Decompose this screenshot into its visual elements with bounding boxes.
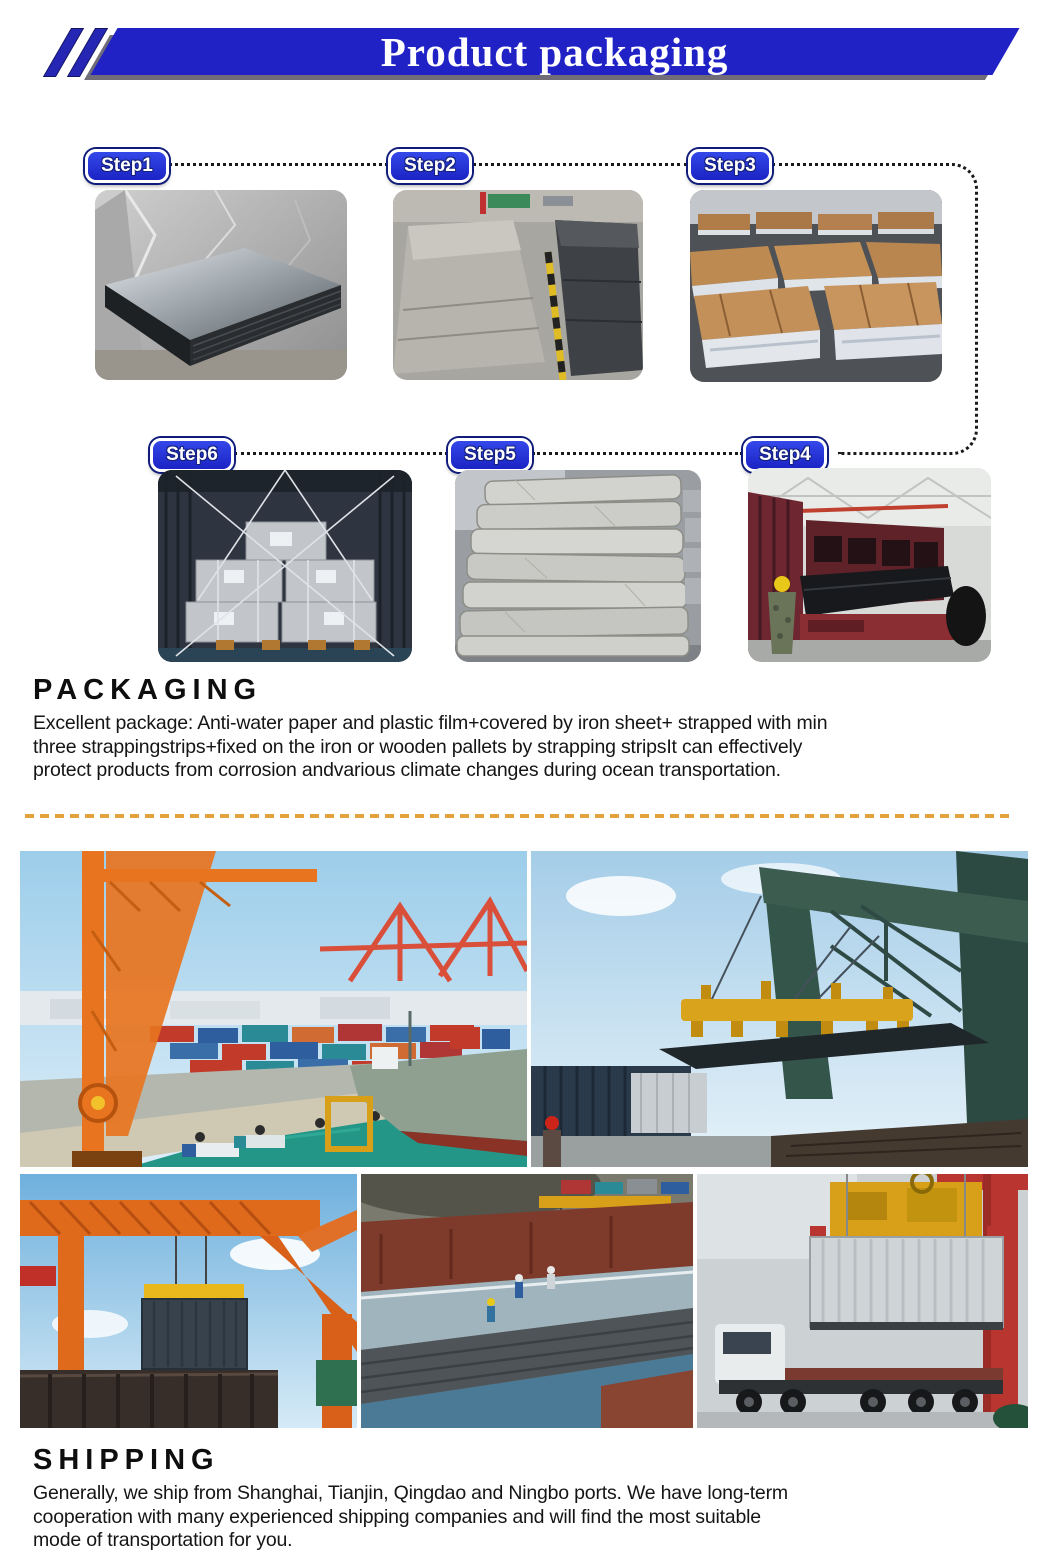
shipping-line-1: Generally, we ship from Shanghai, Tianjin, Qingdao and Ningbo ports. We have long-term [33, 1482, 788, 1504]
step1-badge [85, 149, 169, 183]
orange-dashed-divider [25, 814, 1010, 818]
step6-label: Step6 [166, 444, 218, 465]
step4-badge [743, 438, 827, 472]
page-title-banner [90, 28, 1019, 75]
gantry-crane-illustration [20, 1174, 357, 1428]
shipping-heading: SHIPPING [33, 1444, 220, 1476]
packaging-line-1: Excellent package: Anti-water paper and plastic film+covered by iron sheet+ strapped with min [33, 712, 828, 734]
gallery-photo-plate-lift [531, 851, 1028, 1167]
step3-badge [688, 149, 772, 183]
packaging-line-3: protect products from corrosion andvarious climate changes during ocean transportation. [33, 759, 781, 781]
ship-hold-illustration [361, 1174, 693, 1428]
connector-step6-step5 [234, 452, 448, 455]
truck-loading-illustration [748, 468, 991, 662]
gallery-photo-port [20, 851, 527, 1167]
page-title: Product packaging [381, 28, 729, 75]
step2-photo-plates-warehouse [393, 190, 643, 380]
gallery-photo-ship-hold [361, 1174, 693, 1428]
yellow-spreader-machinery [830, 1174, 982, 1237]
packaging-paragraph [33, 712, 827, 783]
train-wagons [20, 1370, 278, 1428]
step4-label: Step4 [759, 444, 811, 465]
worker-red-helmet [543, 1116, 561, 1167]
gallery-photo-container-truck [697, 1174, 1028, 1428]
wrapped-bundles-illustration [455, 470, 701, 662]
step1-photo-steel-sheet-stack [95, 190, 347, 380]
step6-badge [150, 438, 234, 472]
connector-step5-step4 [532, 452, 743, 455]
container-truck-illustration [697, 1174, 1028, 1428]
gallery-photo-gantry [20, 1174, 357, 1428]
step1-label: Step1 [101, 155, 153, 176]
port-illustration [20, 851, 527, 1167]
step3-label: Step3 [704, 155, 756, 176]
shipping-line-2: cooperation with many experienced shipping companies and will find the most suitable [33, 1505, 761, 1528]
connector-step3-right [772, 163, 842, 166]
shipping-line-3: mode of transportation for you. [33, 1529, 293, 1551]
step6-photo-container-interior [158, 470, 412, 662]
shipping-paragraph [33, 1482, 788, 1553]
packaging-heading: PACKAGING [33, 674, 263, 706]
step2-badge [388, 149, 472, 183]
step5-label: Step5 [464, 444, 516, 465]
steel-sheet-stack-illustration [95, 190, 347, 380]
connector-step2-step3 [472, 163, 688, 166]
step2-label: Step2 [404, 155, 456, 176]
hanging-container [142, 1299, 247, 1369]
container [810, 1237, 1003, 1330]
connector-step1-step2 [169, 163, 388, 166]
plate-lift-illustration [531, 851, 1028, 1167]
container-interior-illustration [158, 470, 412, 662]
packaging-line-2: three strappingstrips+fixed on the iron or wooden pallets by strapping stripsIt can effectively [33, 735, 803, 758]
step5-photo-wrapped-bundles [455, 470, 701, 662]
step3-photo-kraft-pallets [690, 190, 942, 382]
plates-warehouse-illustration [393, 190, 643, 380]
step4-photo-truck-loading [748, 468, 991, 662]
kraft-pallets-illustration [690, 190, 942, 382]
step5-badge [448, 438, 532, 472]
